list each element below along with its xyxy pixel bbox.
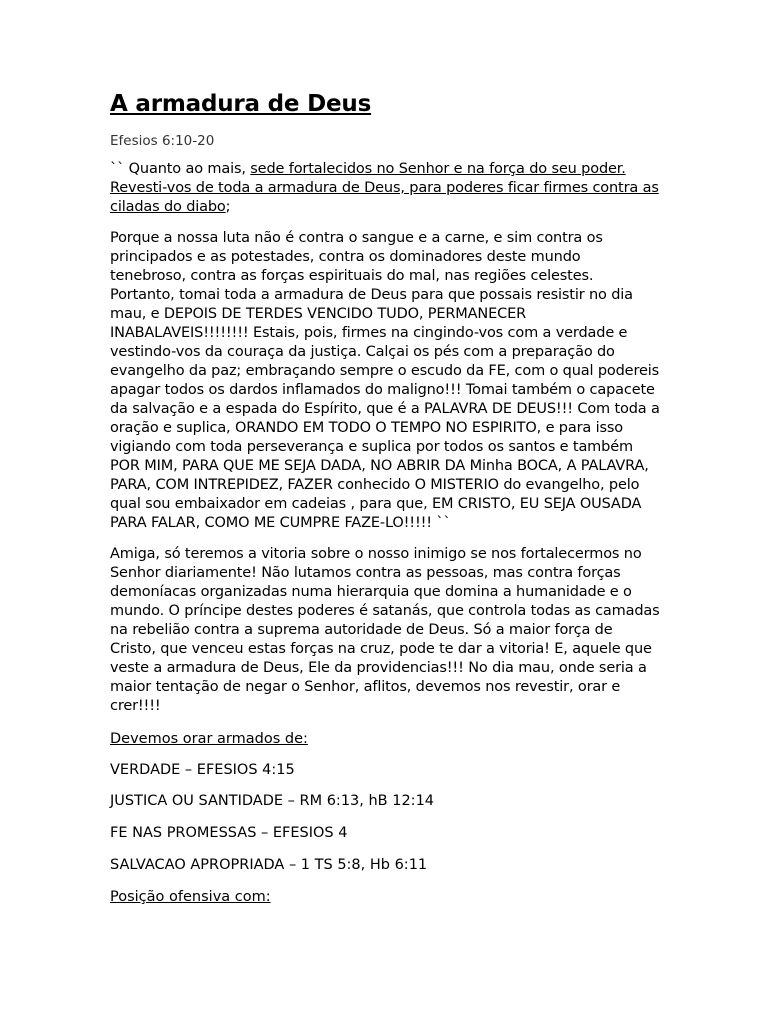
list-item-salvacao: SALVACAO APROPRIADA – 1 TS 5:8, Hb 6:11 (110, 857, 428, 873)
list-item-fe: FE NAS PROMESSAS – EFESIOS 4 (110, 825, 348, 841)
body-paragraph-3: Amiga, só teremos a vitoria sobre o nosso inimigo se nos fortalecermos no Senhor diariamente! Não lutamos contra as pessoas, mas contra forças demoníacas organizadas numa hierarquia que domina a humanidade e o mundo. O príncipe destes poderes é satanás, que controla todas as camadas na rebelião contra a suprema autoridade de Deus. Só a maior força de Cristo, que venceu estas forças na cruz, pode te dar a vitoria! E, aquele que veste a armadura de Deus, Ele da providencias!!! No dia mau, onde seria a maior tentação de negar o Senhor, aflitos, devemos nos revestir, orar e crer!!!! (110, 546, 660, 714)
list-item-verdade: VERDADE – EFESIOS 4:15 (110, 762, 295, 778)
quote-underlined-text: sede fortalecidos no Senhor e na força do seu poder. Revesti-vos de toda a armadura de Deus, para poderes ficar firmes contra as ciladas do diabo (110, 161, 659, 215)
quote-open-text: `` Quanto ao mais, (110, 161, 251, 177)
body-paragraph-2: Porque a nossa luta não é contra o sangue e a carne, e sim contra os principados e as potestades, contra os dominadores deste mundo tenebroso, contra as forças espirituais do mal, nas regiões celestes. Portanto, tomai toda a armadura de Deus para que possais resistir no dia mau, e DEPOIS DE TERDES VENCIDO TUDO, PERMANECER INABALAVEIS!!!!!!!! Estais, pois, firmes na cingindo-vos com a verdade e vestindo-vos da couraça da justiça. Calçai os pés com a preparação do evangelho da paz; embraçando sempre o escudo da FE, com o qual podereis apagar todos os dardos inflamados do maligno!!! Tomai também o capacete da salvação e a espada do Espírito, que é a PALAVRA DE DEUS!!! Com toda a oração e suplica, ORANDO EM TODO O TEMPO NO ESPIRITO, e para isso vigiando com toda perseverança e suplica por todos os santos e também POR MIM, PARA QUE ME SEJA DADA, NO ABRIR DA Minha BOCA, A PALAVRA, PARA, COM INTREPIDEZ, FAZER conhecido O MISTERIO do evangelho, pelo qual sou embaixador em cadeias , para que, EM CRISTO, EU SEJA OUSADA PARA FALAR, COMO ME CUMPRE FAZE-LO!!!!! `` (110, 230, 660, 531)
subheading-offensive-position: Posição ofensiva com: (110, 889, 271, 905)
document-page (110, 88, 660, 907)
subheading-armed-with: Devemos orar armados de: (110, 731, 308, 747)
quote-end-text: ; (225, 199, 231, 215)
document-title: A armadura de Deus (110, 91, 372, 117)
quote-paragraph (110, 160, 660, 217)
scripture-reference: Efesios 6:10-20 (110, 133, 215, 149)
list-item-justica: JUSTICA OU SANTIDADE – RM 6:13, hB 12:14 (110, 793, 435, 809)
